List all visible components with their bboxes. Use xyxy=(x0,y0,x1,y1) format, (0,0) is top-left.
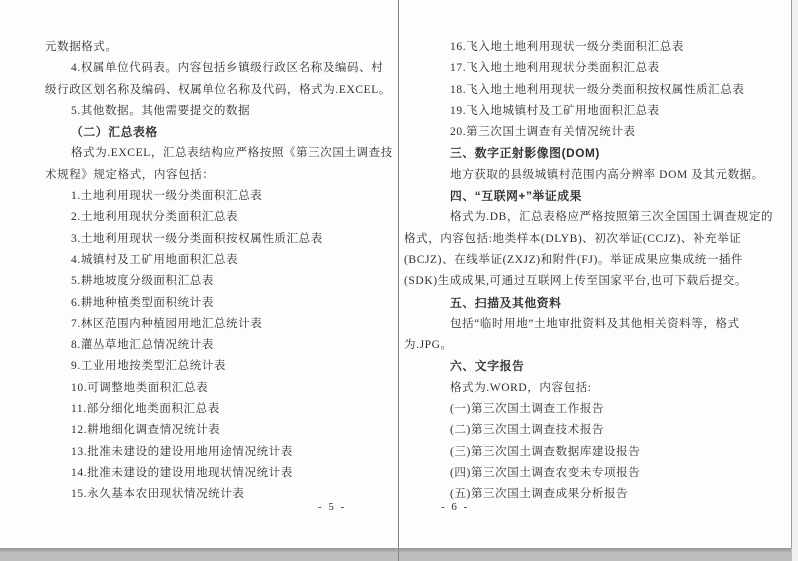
text-line: 9.工业用地按类型汇总统计表 xyxy=(71,360,227,373)
text-line: 级行政区划名称及编码、权属单位名称及代码，格式为.EXCEL。 xyxy=(45,83,392,96)
section-heading: 六、文字报告 xyxy=(450,359,525,374)
text-line: 格式为.EXCEL，汇总表结构应严格按照《第三次国土调查技 xyxy=(71,147,393,160)
text-line: 13.批准未建设的建设用地用途情况统计表 xyxy=(71,445,293,458)
page-bottom-shadow xyxy=(0,548,791,553)
page-5-number: - 5 - xyxy=(318,501,347,513)
page-5-text-column xyxy=(45,37,393,506)
text-line: 12.耕地细化调查情况统计表 xyxy=(71,424,221,437)
text-line: 4.权属单位代码表。内容包括乡镇级行政区名称及编码、村 xyxy=(71,62,384,75)
text-line: 术规程》规定格式，内容包括： xyxy=(45,168,215,181)
text-line: 19.飞入地城镇村及工矿用地面积汇总表 xyxy=(450,104,660,117)
text-line: 10.可调整地类面积汇总表 xyxy=(71,381,209,394)
text-line: 6.耕地种植类型面积统计表 xyxy=(71,296,214,309)
text-line: 11.部分细化地类面积汇总表 xyxy=(71,403,220,416)
section-heading: （二）汇总表格 xyxy=(71,125,158,140)
text-line: (四)第三次国土调查农变未专项报告 xyxy=(450,466,641,479)
page-6-number: - 6 - xyxy=(441,501,470,513)
page-6-text-column xyxy=(404,37,782,506)
text-line: (BCJZ)、在线举证(ZXJZ)和附件(FJ)。举证成果应集成统一插件 xyxy=(404,253,744,266)
text-line: 8.灌丛草地汇总情况统计表 xyxy=(71,339,214,352)
text-line: 格式，内容包括:地类样本(DLYB)、初次举证(CCJZ)、补充举证 xyxy=(404,232,742,245)
text-line: 格式为.DB，汇总表格应严格按照第三次全国国土调查规定的 xyxy=(450,211,774,224)
text-line: (二)第三次国土调查技术报告 xyxy=(450,424,605,437)
page-right-edge xyxy=(792,0,798,561)
text-line: 地方获取的县级城镇村范围内高分辨率 DOM 及其元数据。 xyxy=(450,168,764,181)
text-line: 7.林区范围内种植园用地汇总统计表 xyxy=(71,317,263,330)
text-line: 20.第三次国土调查有关情况统计表 xyxy=(450,126,636,139)
section-heading: 五、扫描及其他资料 xyxy=(450,295,562,310)
text-line: 元数据格式。 xyxy=(45,41,118,53)
text-line: 15.永久基本农田现状情况统计表 xyxy=(71,488,245,501)
section-heading: 三、数字正射影像图(DOM) xyxy=(450,146,600,161)
text-line: 1.土地利用现状一级分类面积汇总表 xyxy=(71,190,263,203)
text-line: 4.城镇村及工矿用地面积汇总表 xyxy=(71,253,239,266)
text-line: 18.飞入地土地利用现状一级分类面积按权属性质汇总表 xyxy=(450,83,745,96)
text-line: 17.飞入地土地利用现状分类面积汇总表 xyxy=(450,62,660,75)
text-line: 3.土地利用现状一级分类面积按权属性质汇总表 xyxy=(71,232,323,245)
text-line: 5.耕地坡度分级面积汇总表 xyxy=(71,275,214,288)
text-line: (五)第三次国土调查成果分析报告 xyxy=(450,488,629,501)
text-line: (SDK)生成成果,可通过互联网上传至国家平台,也可下载后提交。 xyxy=(404,275,748,288)
section-heading: 四、“互联网+”举证成果 xyxy=(450,189,583,204)
text-line: 5.其他数据。其他需要提交的数据 xyxy=(71,104,251,117)
text-line: 14.批准未建设的建设用地现状情况统计表 xyxy=(71,466,293,479)
text-line: (三)第三次国土调查数据库建设报告 xyxy=(450,445,641,458)
text-line: 为.JPG。 xyxy=(404,339,453,352)
text-line: 16.飞入地土地利用现状一级分类面积汇总表 xyxy=(450,41,684,53)
page-divider-line xyxy=(398,0,399,561)
text-line: (一)第三次国土调查工作报告 xyxy=(450,403,605,416)
text-line: 2.土地利用现状分类面积汇总表 xyxy=(71,211,239,224)
document-page-6 xyxy=(399,0,792,548)
text-line: 包括“临时用地”土地审批资料及其他相关资料等，格式 xyxy=(450,317,740,330)
text-line: 格式为.WORD，内容包括: xyxy=(450,381,592,394)
document-page-5 xyxy=(0,0,398,548)
